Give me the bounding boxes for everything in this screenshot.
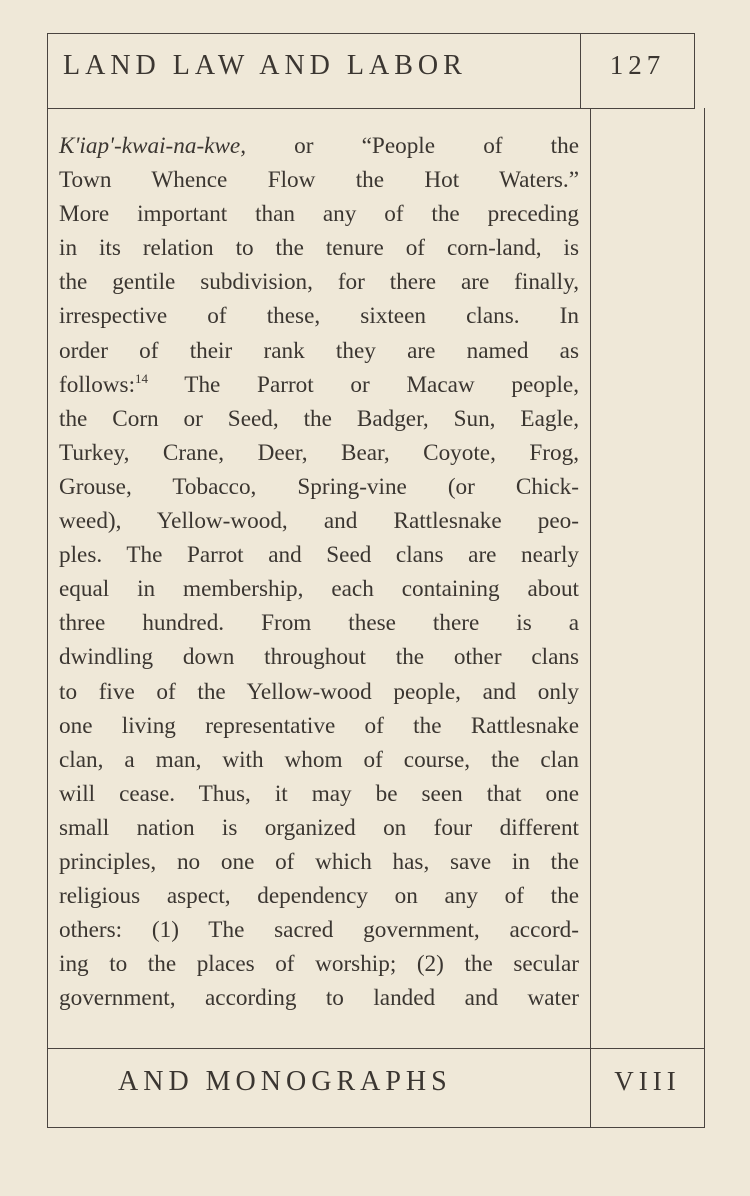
- text-line: [59, 879, 579, 913]
- text-line: [59, 504, 579, 538]
- text-line: [59, 606, 579, 640]
- text-line: [59, 640, 579, 674]
- text-segment: the Corn or Seed, the Badger, Sun, Eagle,: [59, 405, 579, 432]
- text-line: [59, 538, 579, 572]
- text-segment: weed), Yellow-wood, and Rattlesnake peo-: [59, 508, 579, 535]
- text-line: [59, 299, 579, 333]
- left-rule: [47, 33, 48, 1128]
- text-line: [59, 436, 579, 470]
- text-segment: dwindling down throughout the other clans: [59, 644, 579, 671]
- text-line: [59, 231, 579, 265]
- text-segment: principles, no one of which has, save in the: [59, 848, 579, 875]
- text-segment: to five of the Yellow-wood people, and only: [59, 678, 579, 705]
- text-line: [59, 913, 579, 947]
- text-segment: three hundred. From these there is a: [59, 610, 579, 637]
- text-segment: order of their rank they are named as: [59, 337, 579, 364]
- text-line: [59, 743, 579, 777]
- text-line: [59, 402, 579, 436]
- text-segment: follows:: [59, 371, 136, 398]
- text-line: [59, 981, 579, 1015]
- text-line: [59, 811, 579, 845]
- page-number: 127: [609, 50, 666, 80]
- text-segment: small nation is organized on four different: [59, 814, 579, 841]
- volume-number: VIII: [614, 1066, 681, 1096]
- text-segment: Town Whence Flow the Hot Waters.”: [59, 167, 579, 194]
- text-segment: clan, a man, with whom of course, the clan: [59, 746, 579, 773]
- text-segment: religious aspect, dependency on any of the: [59, 883, 579, 910]
- text-segment: Grouse, Tobacco, Spring-vine (or Chick-: [59, 473, 579, 500]
- text-line: [59, 947, 579, 981]
- text-line: [59, 265, 579, 299]
- top-rule: [47, 33, 695, 34]
- running-title: LAND LAW AND LABOR: [63, 50, 467, 81]
- text-segment: one living representative of the Rattlesnake: [59, 712, 579, 739]
- text-segment: or “People of the: [246, 133, 579, 159]
- text-line: [59, 777, 579, 811]
- column-divider: [590, 108, 591, 1128]
- text-segment: will cease. Thus, it may be seen that one: [59, 780, 579, 807]
- body-text: [59, 129, 579, 1015]
- text-line: [59, 368, 579, 402]
- text-segment: Turkey, Crane, Deer, Bear, Coyote, Frog,: [59, 439, 579, 466]
- text-segment: others: (1) The sacred government, accord-: [59, 917, 579, 944]
- text-line: [59, 675, 579, 709]
- text-line: [59, 572, 579, 606]
- text-segment: The Parrot or Macaw people,: [148, 371, 579, 398]
- margin-right-rule: [704, 108, 705, 1128]
- text-line: [59, 334, 579, 368]
- footer-running-title: AND MONOGRAPHS: [118, 1066, 452, 1097]
- text-segment: irrespective of these, sixteen clans. In: [59, 303, 579, 330]
- text-segment: More important than any of the preceding: [59, 201, 579, 228]
- text-line: [59, 163, 579, 197]
- header-rule: [47, 108, 695, 109]
- footnote-ref: 14: [135, 370, 149, 386]
- text-line: [59, 197, 579, 231]
- text-line: [59, 129, 579, 163]
- text-segment: government, according to landed and water: [59, 985, 579, 1012]
- text-line: [59, 470, 579, 504]
- text-segment: ples. The Parrot and Seed clans are nearly: [59, 542, 579, 569]
- text-segment: in its relation to the tenure of corn-land, is: [59, 235, 579, 262]
- text-segment: ing to the places of worship; (2) the secular: [59, 951, 579, 978]
- footer-rule: [47, 1048, 705, 1049]
- text-segment: K'iap'-kwai-na-kwe,: [59, 133, 247, 159]
- bottom-rule: [47, 1127, 705, 1128]
- text-segment: equal in membership, each containing about: [59, 576, 579, 603]
- text-line: [59, 845, 579, 879]
- text-line: [59, 709, 579, 743]
- text-segment: the gentile subdivision, for there are finally,: [59, 269, 579, 296]
